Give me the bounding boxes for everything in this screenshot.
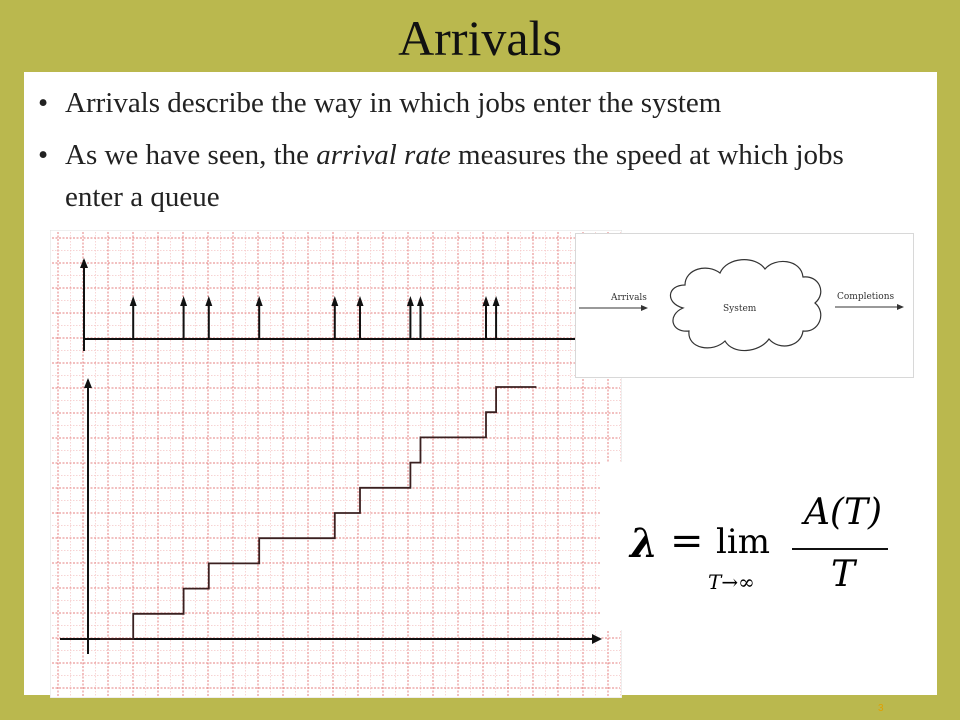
arrival-chart — [50, 230, 622, 698]
arrivals-label: Arrivals — [611, 293, 647, 303]
system-label: System — [723, 304, 757, 314]
slide-title: Arrivals — [398, 10, 562, 66]
lim-operator: lim — [716, 522, 770, 562]
fraction-numerator: A(T) — [803, 492, 883, 533]
completions-label: Completions — [837, 292, 895, 302]
bullet-dot: • — [38, 139, 49, 171]
fraction-bar — [792, 548, 888, 550]
page-number: 3 — [878, 703, 884, 714]
bullet-emphasis: arrival rate — [316, 139, 451, 171]
formula-panel — [600, 462, 920, 630]
fraction-denominator: T — [830, 554, 855, 595]
lambda-symbol: λ — [630, 520, 659, 567]
bullet-text — [65, 134, 895, 218]
equals-sign: = — [670, 518, 704, 564]
system-diagram — [575, 233, 915, 379]
bullet-dot: • — [38, 87, 49, 119]
bullet-text-prefix: As we have seen, the — [65, 139, 317, 171]
lim-subscript: T→∞ — [708, 570, 755, 594]
bullet-text-suffix: measures the speed at which jobs enter a queue — [65, 139, 844, 213]
bullet-text: Arrivals describe the way in which jobs enter the system — [65, 87, 722, 119]
